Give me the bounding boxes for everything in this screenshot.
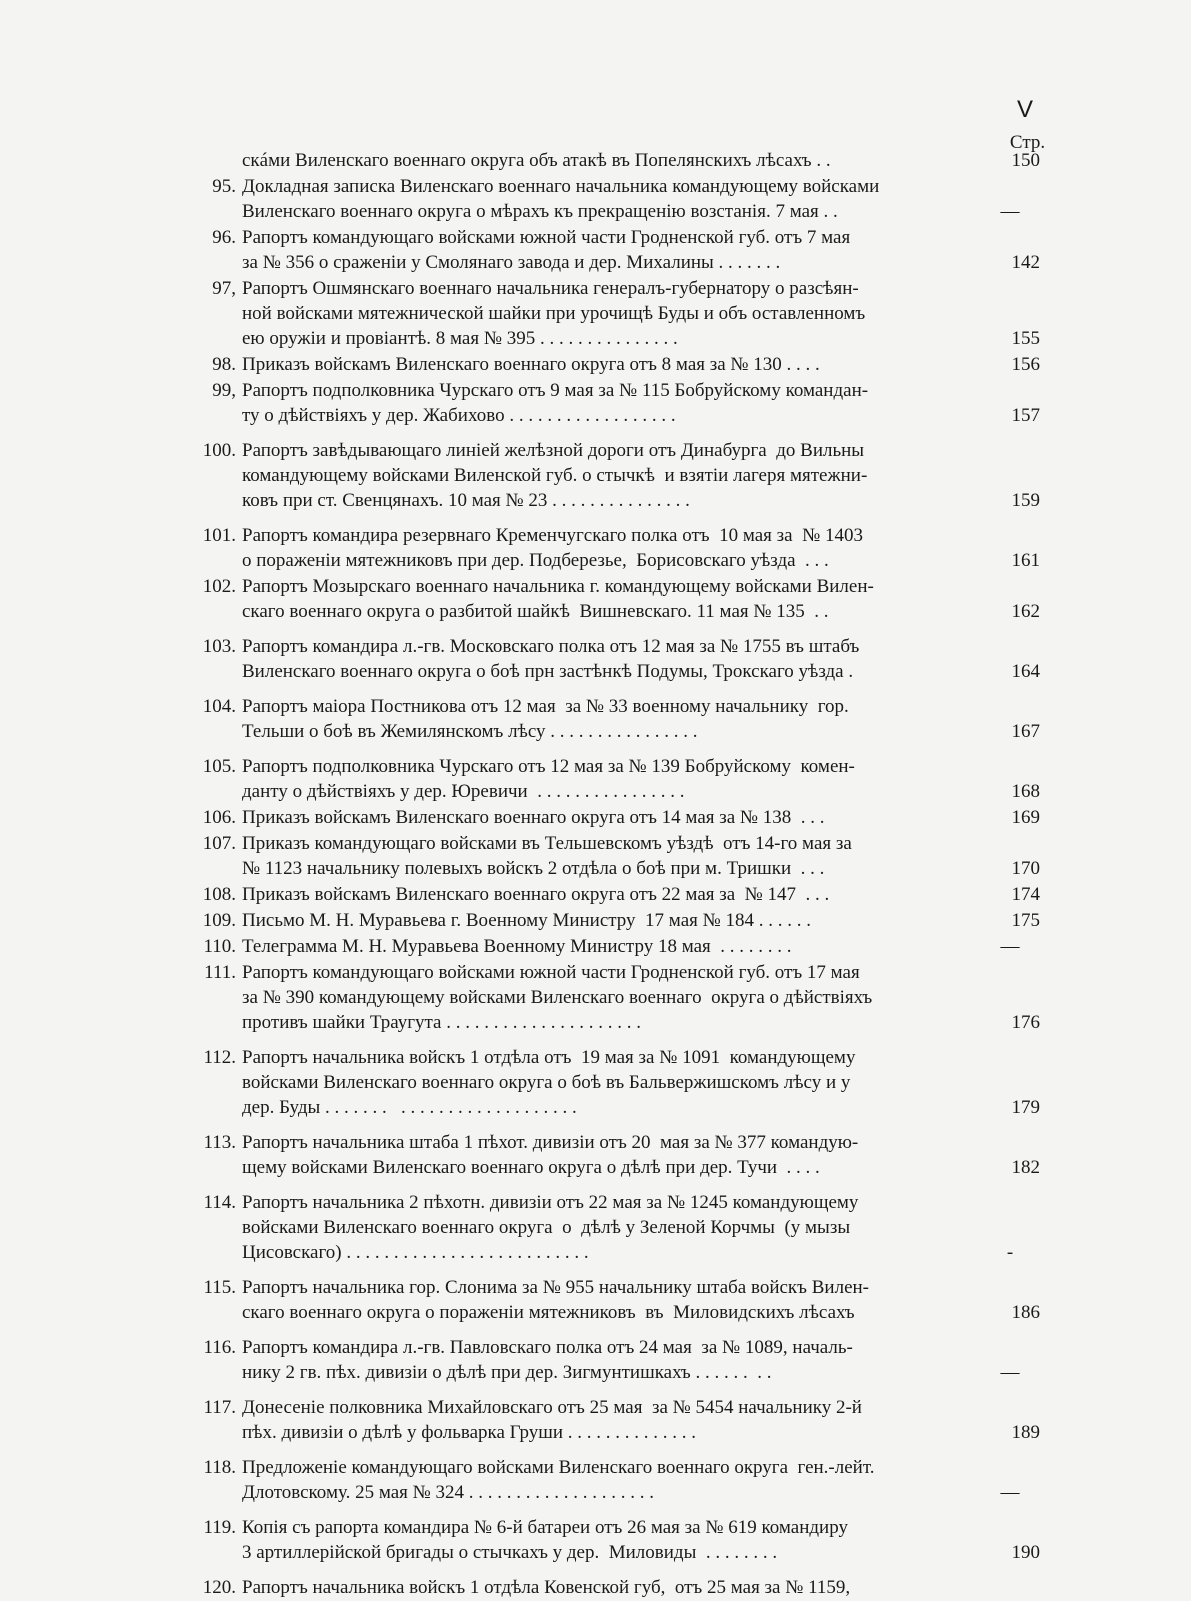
entry-line: командующему войсками Виленской губ. о стычкѣ и взятіи лагеря мятежни- — [242, 465, 868, 486]
entry-number: 118. — [203, 1457, 236, 1478]
entry-page: 164 — [1011, 661, 1040, 682]
entry-title — [242, 438, 970, 513]
entry-title — [242, 908, 970, 933]
entry-title — [242, 882, 970, 907]
entry-number: 104. — [202, 696, 236, 717]
toc-entry — [190, 523, 1080, 573]
entry-title — [242, 694, 970, 744]
entry-title — [242, 174, 970, 224]
toc-entry — [190, 694, 1080, 744]
toc-entry — [190, 1515, 1080, 1565]
entry-line: № 1123 начальнику полевыхъ войскъ 2 отдѣла о боѣ при м. Тришки . . . — [242, 858, 825, 879]
entry-page: — — [1000, 1482, 1020, 1503]
entry-page: 161 — [1011, 550, 1040, 571]
entry-line: нику 2 гв. пѣх. дивизіи о дѣлѣ при дер. Зигмунтишкахъ . . . . . . . . — [242, 1362, 772, 1383]
entry-line: скаго военнаго округа о разбитой шайкѣ Вишневскаго. 11 мая № 135 . . — [242, 601, 829, 622]
toc-entry — [190, 934, 1080, 959]
entry-line: ной войсками мятежнической шайки при урочищѣ Буды и объ оставленномъ — [242, 303, 866, 324]
entry-page: - — [1006, 1242, 1014, 1263]
entry-line: войсками Виленскаго военнаго округа о боѣ въ Бальвержишскомъ лѣсу и у — [242, 1072, 851, 1093]
entry-number: 109. — [202, 910, 236, 931]
entry-line: Цисовскаго) . . . . . . . . . . . . . . . . . . . . . . . . . . — [242, 1242, 589, 1263]
entry-title — [242, 378, 970, 428]
entry-line: Длотовскому. 25 мая № 324 . . . . . . . . . . . . . . . . . . . . — [242, 1482, 655, 1503]
entry-page: — — [1000, 1362, 1020, 1383]
entry-line: 3 артиллерійской бригады о стычкахъ у дер. Миловиды . . . . . . . . — [242, 1542, 778, 1563]
entry-line: Копія съ рапорта командира № 6-й батареи отъ 26 мая за № 619 командиру — [242, 1517, 848, 1538]
entry-line: Приказъ командующаго войсками въ Тельшевскомъ уѣздѣ отъ 14-го мая за — [242, 833, 852, 854]
entry-page: 170 — [1011, 858, 1040, 879]
entry-number: 113. — [203, 1132, 236, 1153]
entry-page: 179 — [1011, 1097, 1040, 1118]
entry-title — [242, 831, 970, 881]
entry-number: 111. — [204, 962, 236, 983]
entry-number: 103. — [202, 636, 236, 657]
entry-line: Рапортъ начальника 2 пѣхотн. дивизіи отъ 22 мая за № 1245 командующему — [242, 1192, 859, 1213]
entry-line: Рапортъ Мозырскаго военнаго начальника г. командующему войсками Вилен- — [242, 576, 874, 597]
entry-line: о пораженіи мятежниковъ при дер. Подберезье, Борисовскаго уѣзда . . . — [242, 550, 829, 571]
toc-entry — [190, 225, 1080, 275]
entry-line: Приказъ войскамъ Виленскаго военнаго округа отъ 8 мая за № 130 . . . . — [242, 354, 820, 375]
entry-line: Приказъ войскамъ Виленскаго военнаго округа отъ 22 мая за № 147 . . . — [242, 884, 830, 905]
entry-line: за № 356 о сраженіи у Смолянаго завода и дер. Михалины . . . . . . . — [242, 252, 781, 273]
entry-number: 108. — [202, 884, 236, 905]
entry-line: Рапортъ командира л.-гв. Павловскаго полка отъ 24 мая за № 1089, началь- — [242, 1337, 853, 1358]
entry-number: 106. — [202, 807, 236, 828]
entry-line: Рапортъ командира л.-гв. Московскаго полка отъ 12 мая за № 1755 въ штабъ — [242, 636, 860, 657]
toc-entry — [190, 574, 1080, 624]
entry-title — [242, 1190, 970, 1265]
entry-title — [242, 1335, 970, 1385]
entry-title — [242, 960, 970, 1035]
entry-title — [242, 934, 970, 959]
entry-line: войсками Виленскаго военнаго округа о дѣлѣ у Зеленой Корчмы (у мызы — [242, 1217, 851, 1238]
toc-entry — [190, 378, 1080, 428]
entry-page: 169 — [1011, 807, 1040, 828]
entry-page: 176 — [1011, 1012, 1040, 1033]
entry-line: Рапортъ завѣдывающаго линіей желѣзной дороги отъ Динабурга до Вильны — [242, 440, 865, 461]
entry-page: 155 — [1011, 328, 1040, 349]
entry-line: ею оружіи и провіантѣ. 8 мая № 395 . . . . . . . . . . . . . . . — [242, 328, 678, 349]
toc-entry — [190, 1395, 1080, 1445]
entry-title — [242, 352, 970, 377]
entry-line: Рапортъ Ошмянскаго военнаго начальника генералъ-губернатору о разсѣян- — [242, 278, 859, 299]
entry-title — [242, 634, 970, 684]
toc-entry — [190, 1130, 1080, 1180]
entry-title — [242, 1395, 970, 1445]
entry-page: 175 — [1011, 910, 1040, 931]
entry-line: Докладная записка Виленскаго военнаго начальника командующему войсками — [242, 176, 880, 197]
page-number: V — [1016, 96, 1033, 123]
entry-number: 117. — [203, 1397, 236, 1418]
entry-line: ту о дѣйствіяхъ у дер. Жабихово . . . . . . . . . . . . . . . . . . — [242, 405, 676, 426]
entry-page: 150 — [1011, 150, 1040, 171]
entry-number: 97, — [212, 278, 236, 299]
entry-line: Рапортъ начальника гор. Слонима за № 955 начальнику штаба войскъ Вилен- — [242, 1277, 869, 1298]
entry-page: 168 — [1011, 781, 1040, 802]
entry-title — [242, 1130, 970, 1180]
entry-page: 186 — [1011, 1302, 1040, 1323]
entry-number: 110. — [203, 936, 236, 957]
entry-number: 115. — [203, 1277, 236, 1298]
entry-line: Телеграмма М. Н. Муравьева Военному Министру 18 мая . . . . . . . . — [242, 936, 792, 957]
entry-line: Рапортъ командующаго войсками южной части Гродненской губ. отъ 17 мая — [242, 962, 860, 983]
entry-number: 96. — [212, 227, 236, 248]
entry-number: 102. — [202, 576, 236, 597]
toc-entry — [190, 960, 1080, 1035]
entry-line: за № 390 командующему войсками Виленскаго военнаго округа о дѣйствіяхъ — [242, 987, 873, 1008]
entry-page: 182 — [1011, 1157, 1040, 1178]
toc-entry — [190, 1275, 1080, 1325]
entry-line: Рапортъ начальника войскъ 1 отдѣла отъ 19 мая за № 1091 командующему — [242, 1047, 856, 1068]
entry-line: скаго военнаго округа о пораженіи мятежниковъ въ Миловидскихъ лѣсахъ — [242, 1302, 855, 1323]
entry-line: пѣх. дивизіи о дѣлѣ у фольварка Груши . . . . . . . . . . . . . . — [242, 1422, 697, 1443]
entry-title — [242, 805, 970, 830]
entry-line: дер. Буды . . . . . . . . . . . . . . . . . . . . . . . . . . — [242, 1097, 577, 1118]
entry-line: Рапортъ подполковника Чурскаго отъ 9 мая за № 115 Бобруйскому командан- — [242, 380, 869, 401]
entry-page: 190 — [1011, 1542, 1040, 1563]
toc-entry — [190, 908, 1080, 933]
entry-number: 107. — [202, 833, 236, 854]
entry-number: 100. — [202, 440, 236, 461]
entry-title — [242, 1275, 970, 1325]
entry-number: 101. — [202, 525, 236, 546]
entry-number: 112. — [203, 1047, 236, 1068]
entry-line: скáми Виленскаго военнаго округа объ атакѣ въ Попелянскихъ лѣсахъ . . — [242, 150, 831, 171]
toc-entry — [190, 754, 1080, 804]
toc-entry — [190, 352, 1080, 377]
entry-line: Предложеніе командующаго войсками Виленскаго военнаго округа ген.-лейт. — [242, 1457, 875, 1478]
entry-line: Виленскаго военнаго округа о мѣрахъ къ прекращенію возстанія. 7 мая . . — [242, 201, 838, 222]
toc-entry — [190, 634, 1080, 684]
toc-entry — [190, 1335, 1080, 1385]
toc-entry — [190, 1190, 1080, 1265]
entry-line: Рапортъ подполковника Чурскаго отъ 12 мая за № 139 Бобруйскому комен- — [242, 756, 855, 777]
entry-title — [242, 523, 970, 573]
entry-page: 162 — [1011, 601, 1040, 622]
entry-number: 114. — [203, 1192, 236, 1213]
entry-title — [242, 225, 970, 275]
entry-title — [242, 276, 970, 351]
toc-entry — [190, 1455, 1080, 1505]
toc-entry — [190, 805, 1080, 830]
entry-line: Рапортъ маіора Постникова отъ 12 мая за № 33 военному начальнику гор. — [242, 696, 849, 717]
entry-page: 159 — [1011, 490, 1040, 511]
entry-line: Приказъ войскамъ Виленскаго военнаго округа отъ 14 мая за № 138 . . . — [242, 807, 825, 828]
entry-line: Донесеніе полковника Михайловскаго отъ 25 мая за № 5454 начальнику 2-й — [242, 1397, 862, 1418]
entry-number: 98. — [212, 354, 236, 375]
entry-line: щему войсками Виленскаго военнаго округа о дѣлѣ при дер. Тучи . . . . — [242, 1157, 820, 1178]
entry-line: ковъ при ст. Свенцянахъ. 10 мая № 23 . . . . . . . . . . . . . . . — [242, 490, 690, 511]
entry-number: 119. — [203, 1517, 236, 1538]
entry-title — [242, 754, 970, 804]
toc-entry — [190, 831, 1080, 881]
toc-entry — [190, 148, 1080, 173]
entry-line: данту о дѣйствіяхъ у дер. Юревичи . . . . . . . . . . . . . . . . — [242, 781, 685, 802]
entry-page: 157 — [1011, 405, 1040, 426]
entry-number: 105. — [202, 756, 236, 777]
page-column-label: Стр. — [1009, 132, 1046, 153]
entry-line: Рапортъ командира резервнаго Кременчугскаго полка отъ 10 мая за № 1403 — [242, 525, 863, 546]
entry-number: 99, — [212, 380, 236, 401]
toc-entry — [190, 438, 1080, 513]
entry-line: противъ шайки Траугута . . . . . . . . . . . . . . . . . . . . . — [242, 1012, 641, 1033]
entry-title — [242, 574, 970, 624]
entry-title — [242, 1455, 970, 1505]
entry-line: Тельши о боѣ въ Жемилянскомъ лѣсу . . . . . . . . . . . . . . . . — [242, 721, 698, 742]
entry-line: Письмо М. Н. Муравьева г. Военному Министру 17 мая № 184 . . . . . . — [242, 910, 811, 931]
entry-page: — — [1000, 936, 1020, 957]
toc-entry — [190, 276, 1080, 351]
entry-line: Рапортъ начальника войскъ 1 отдѣла Ковенской губ, отъ 25 мая за № 1159, — [242, 1577, 851, 1598]
table-of-contents — [190, 148, 1080, 1601]
entry-title — [242, 1045, 970, 1120]
toc-entry — [190, 174, 1080, 224]
entry-number: 95. — [212, 176, 236, 197]
entry-page: 167 — [1011, 721, 1040, 742]
entry-title — [242, 1515, 970, 1565]
entry-page: — — [1000, 201, 1020, 222]
entry-page: 189 — [1011, 1422, 1040, 1443]
entry-page: 142 — [1011, 252, 1040, 273]
entry-page: 174 — [1011, 884, 1040, 905]
entry-number: 120. — [202, 1577, 236, 1598]
entry-title — [242, 148, 970, 173]
entry-line: Виленскаго военнаго округа о боѣ прн застѣнкѣ Подумы, Трокскаго уѣзда . — [242, 661, 854, 682]
entry-page: 156 — [1011, 354, 1040, 375]
toc-entry — [190, 1045, 1080, 1120]
entry-line: Рапортъ командующаго войсками южной части Гродненской губ. отъ 7 мая — [242, 227, 851, 248]
toc-entry — [190, 882, 1080, 907]
entry-line: Рапортъ начальника штаба 1 пѣхот. дивизіи отъ 20 мая за № 377 командую- — [242, 1132, 859, 1153]
entry-number: 116. — [203, 1337, 236, 1358]
